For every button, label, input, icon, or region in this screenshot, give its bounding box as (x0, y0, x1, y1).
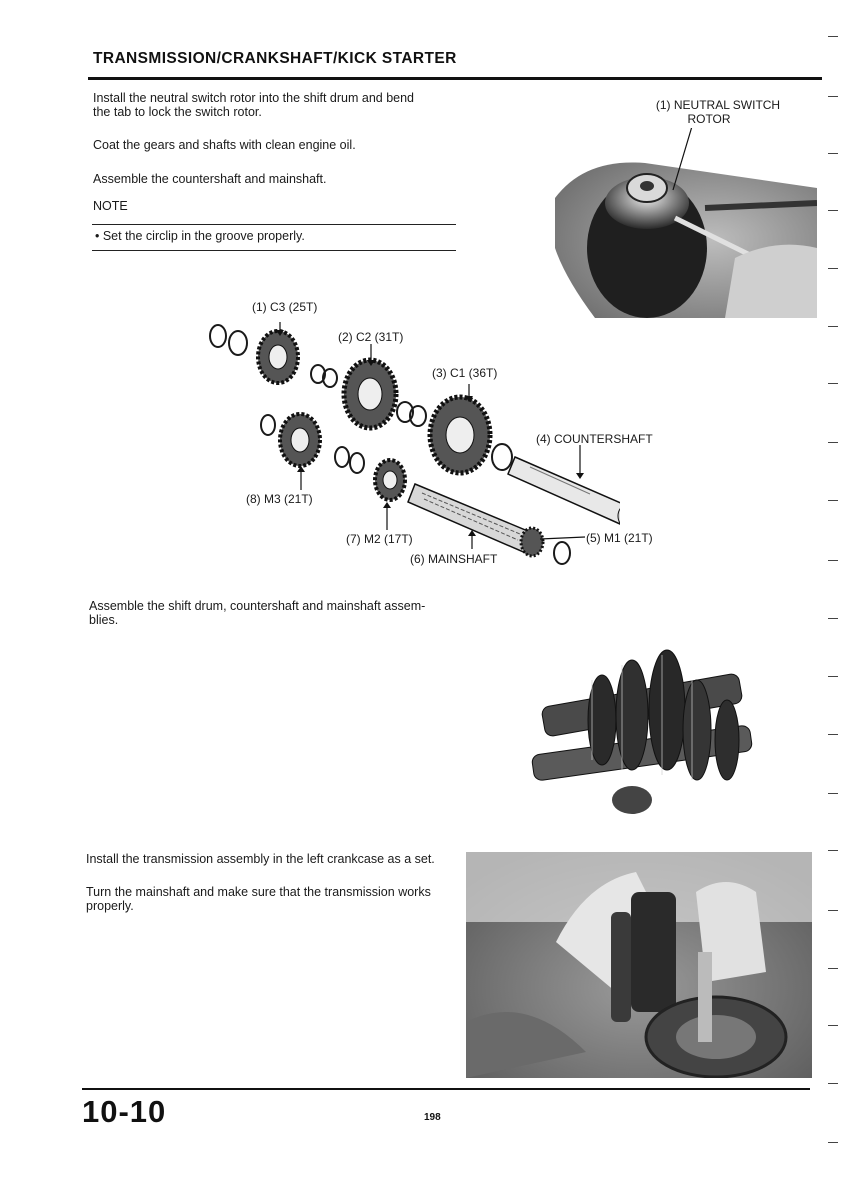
note-rule-bottom (92, 250, 456, 251)
label-m3: (8) M3 (21T) (246, 492, 313, 506)
step-turn-mainshaft (86, 885, 431, 913)
step-install-transmission: Install the transmission assembly in the left crankcase as a set. (86, 852, 435, 866)
margin-tick (828, 1083, 838, 1084)
margin-tick (828, 968, 838, 969)
step-install-rotor-line2: the tab to lock the switch rotor. (93, 105, 262, 119)
label-c3: (1) C3 (25T) (252, 300, 318, 314)
margin-tick (828, 793, 838, 794)
step-install-rotor-line1: Install the neutral switch rotor into the shift drum and bend (93, 91, 415, 105)
margin-tick (828, 560, 838, 561)
photo-crankcase-install (466, 852, 812, 1078)
gear-c1 (430, 397, 490, 473)
margin-tick (828, 36, 838, 37)
margin-tick (828, 210, 838, 211)
margin-tick (828, 442, 838, 443)
pointer-m1 (540, 537, 585, 539)
photo-transmission-assembly (522, 640, 772, 820)
label-m1: (5) M1 (21T) (586, 531, 653, 545)
margin-tick (828, 618, 838, 619)
margin-tick (828, 734, 838, 735)
gear-c2 (344, 360, 396, 428)
note-item: • Set the circlip in the groove properly. (95, 229, 305, 243)
margin-tick (828, 153, 838, 154)
gear-c3 (258, 331, 298, 383)
washer-7 (554, 542, 570, 564)
gear-m1 (521, 528, 543, 556)
step-install-rotor (93, 91, 414, 119)
countershaft-shape (508, 457, 620, 526)
label-mainshaft: (6) MAINSHAFT (410, 552, 498, 566)
gear-m3 (280, 414, 320, 466)
margin-tick (828, 850, 838, 851)
circlip-3 (261, 415, 275, 435)
margin-tick (828, 268, 838, 269)
step-assemble-drum-line1: Assemble the shift drum, countershaft and mainshaft assem- (89, 599, 426, 613)
step-assemble-drum (89, 599, 425, 627)
margin-tick (828, 326, 838, 327)
margin-tick (828, 1142, 838, 1143)
margin-tick (828, 96, 838, 97)
callout-line1: (1) NEUTRAL SWITCH (655, 98, 781, 112)
margin-tick (828, 676, 838, 677)
margin-tick (828, 910, 838, 911)
page-title: TRANSMISSION/CRANKSHAFT/KICK STARTER (93, 50, 457, 67)
label-m2: (7) M2 (17T) (346, 532, 413, 546)
note-heading: NOTE (93, 199, 128, 213)
footer-rule (82, 1088, 810, 1090)
step-turn-mainshaft-line1: Turn the mainshaft and make sure that the transmission works (86, 885, 431, 899)
step-coat-gears: Coat the gears and shafts with clean engine oil. (93, 138, 356, 152)
folio-number: 198 (424, 1112, 441, 1123)
label-c1: (3) C1 (36T) (432, 366, 498, 380)
washer-6 (335, 447, 349, 467)
circlip-4 (350, 453, 364, 473)
washer-1 (210, 325, 226, 347)
margin-tick (828, 500, 838, 501)
callout-neutral-switch-rotor (648, 98, 788, 126)
margin-tick (828, 1025, 838, 1026)
step-assemble-shafts: Assemble the countershaft and mainshaft. (93, 172, 327, 186)
photo-neutral-switch-rotor (555, 128, 817, 318)
washer-2 (229, 331, 247, 355)
step-turn-mainshaft-line2: properly. (86, 899, 134, 913)
label-c2: (2) C2 (31T) (338, 330, 404, 344)
label-countershaft: (4) COUNTERSHAFT (536, 432, 653, 446)
washer-5 (492, 444, 512, 470)
gear-m2 (375, 460, 405, 500)
callout-line2: ROTOR (687, 112, 731, 126)
margin-tick (828, 383, 838, 384)
page-number: 10-10 (82, 1094, 167, 1129)
header-rule (88, 77, 822, 80)
note-rule-top (92, 224, 456, 225)
step-assemble-drum-line2: blies. (89, 613, 119, 627)
